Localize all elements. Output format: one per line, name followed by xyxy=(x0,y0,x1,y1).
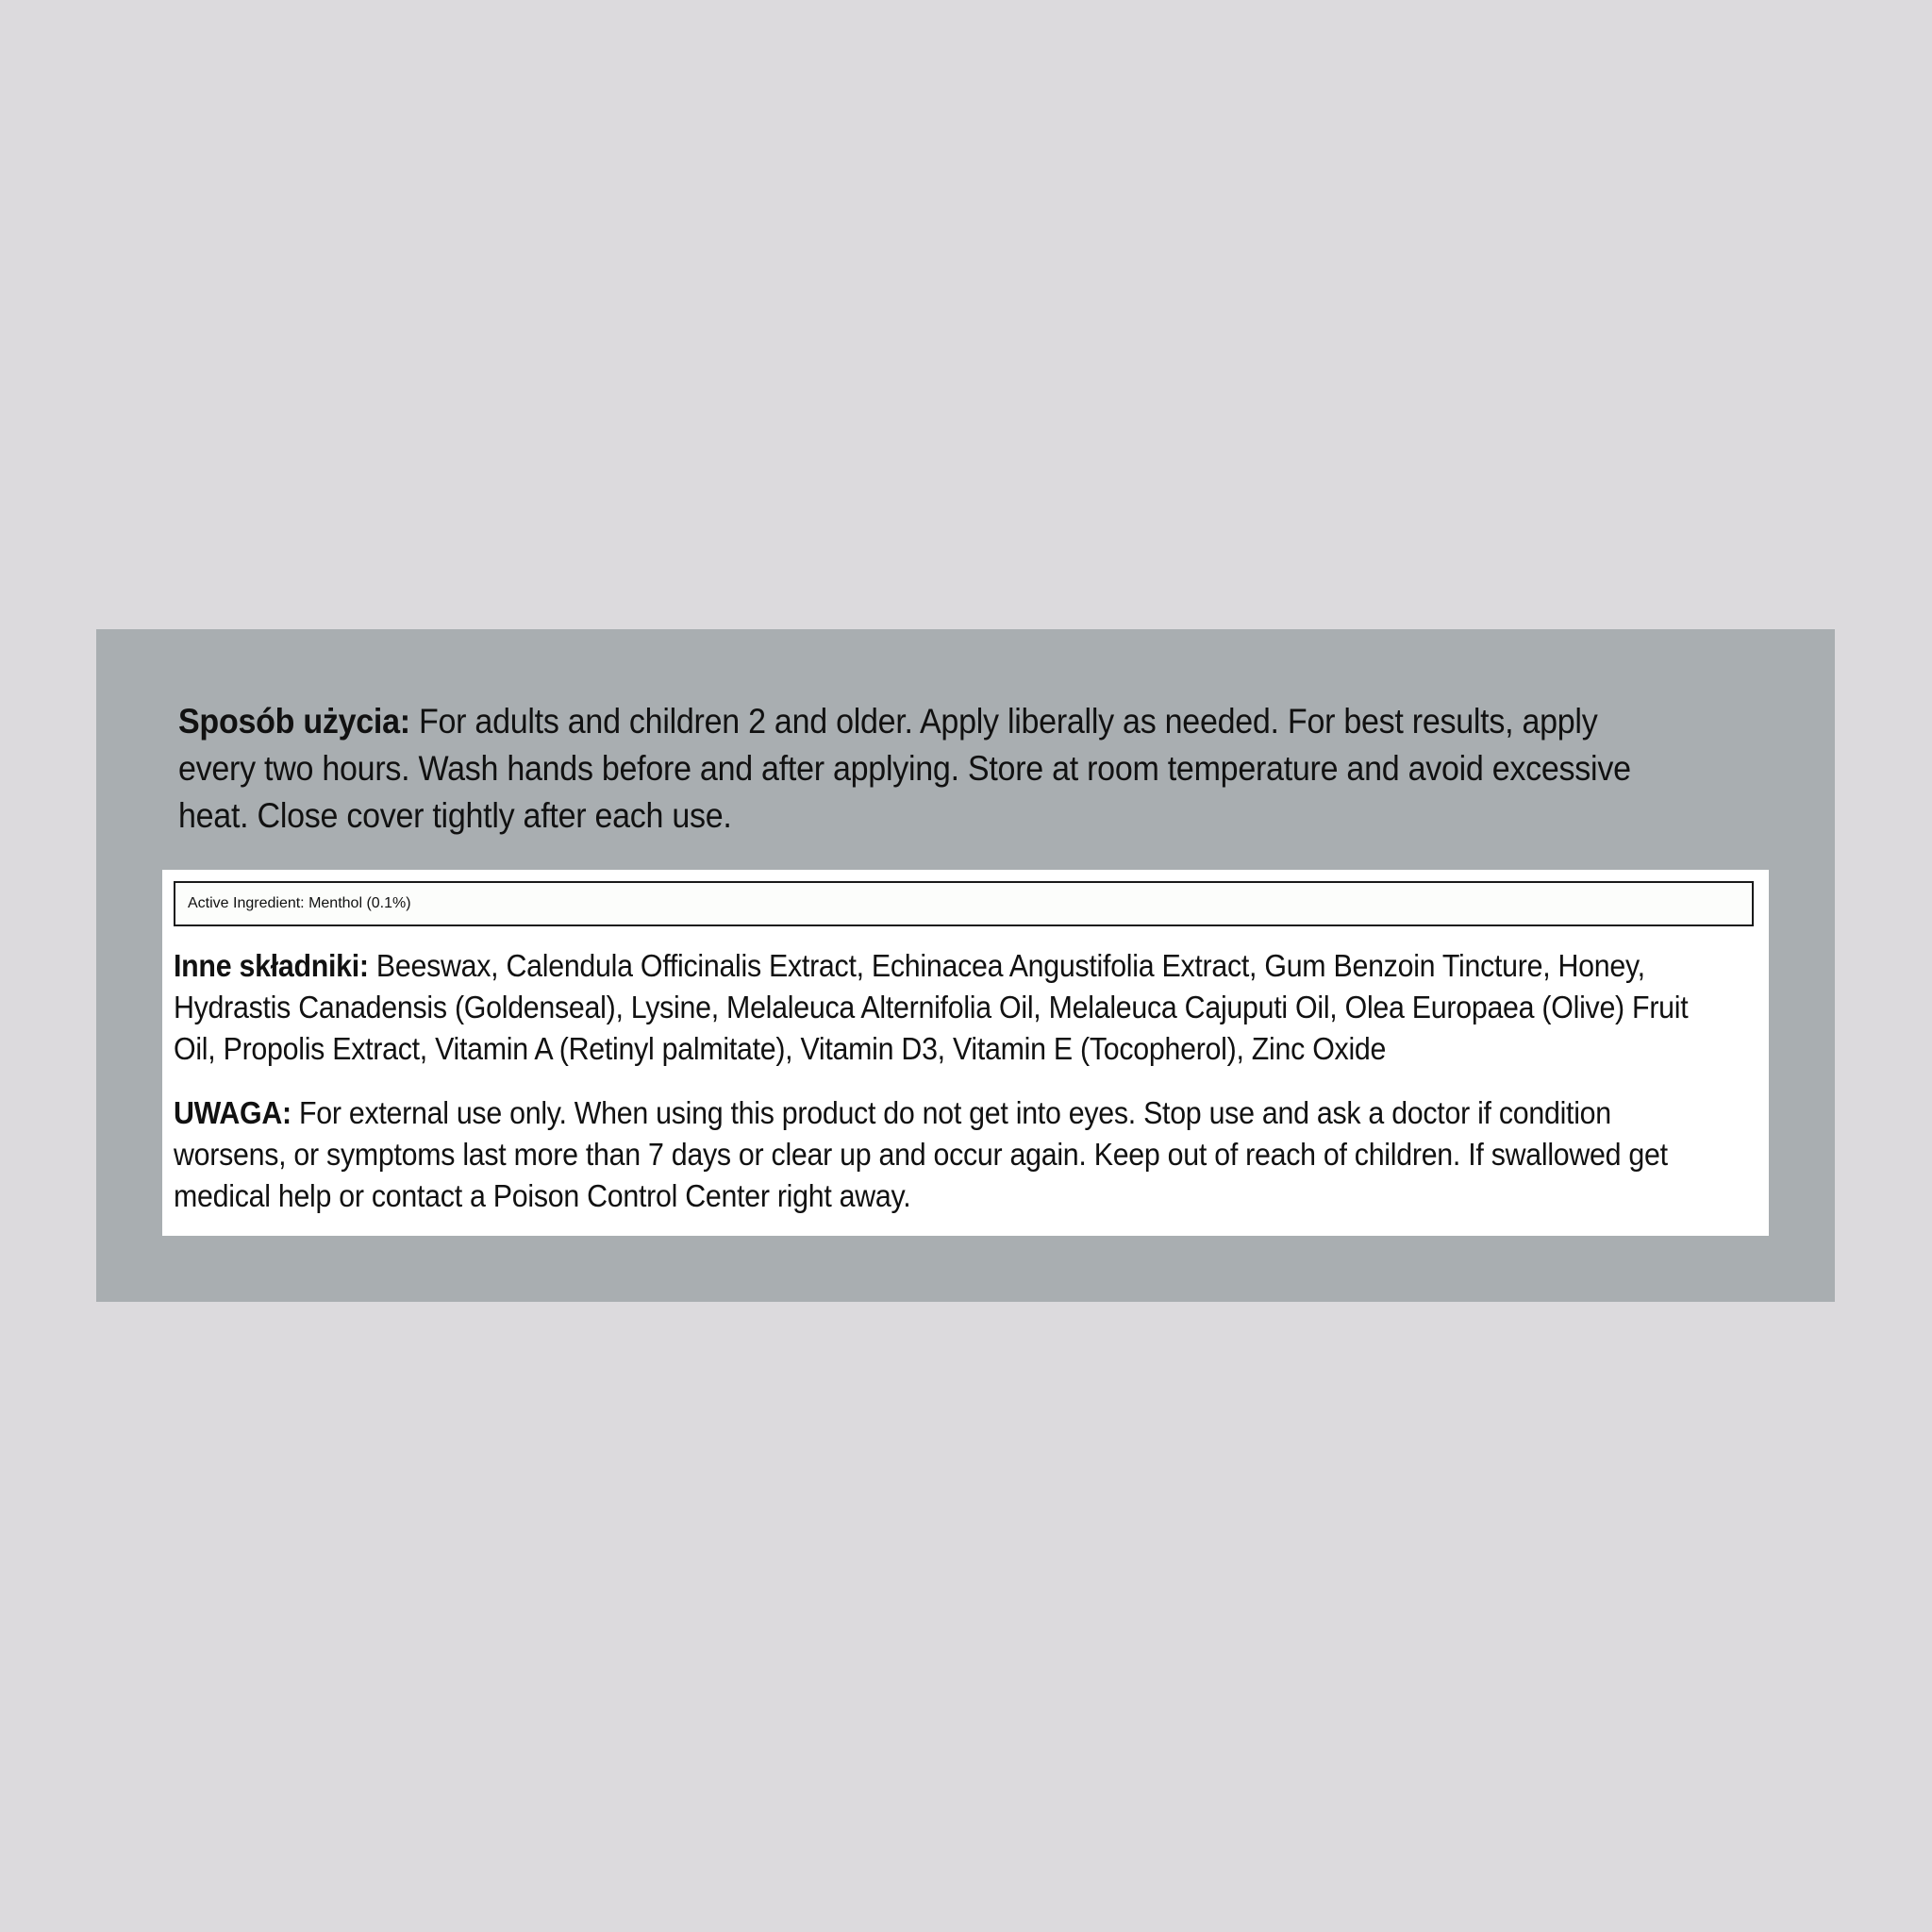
other-ingredients-label: Inne składniki: xyxy=(174,948,369,983)
ingredients-box xyxy=(162,870,1769,1236)
label-panel xyxy=(96,629,1835,1302)
directions-paragraph xyxy=(178,698,1671,840)
active-ingredient-box xyxy=(174,881,1754,926)
directions-label: Sposób użycia: xyxy=(178,702,410,741)
other-ingredients-paragraph xyxy=(174,945,1701,1070)
other-ingredients-text: Beeswax, Calendula Officinalis Extract, Echinacea Angustifolia Extract, Gum Benzoin Tincture, Honey, Hydrastis Canadensis (Goldenseal), Lysine, Melaleuca Alternifolia Oil, Melaleuca Cajuputi Oil, Olea Europaea (Olive) Fruit Oil, Propolis Extract, Vitamin A (Retinyl palmitate), Vitamin D3, Vitamin E (Tocopherol), Zinc Oxide xyxy=(174,948,1689,1066)
warning-text: For external use only. When using this product do not get into eyes. Stop use and ask a doctor if condition worsens, or symptoms last more than 7 days or clear up and occur again. Keep out of reach of children. If swallowed get medical help or contact a Poison Control Center right away. xyxy=(174,1095,1668,1213)
warning-label: UWAGA: xyxy=(174,1095,291,1130)
warning-paragraph xyxy=(174,1092,1701,1217)
directions-text: For adults and children 2 and older. Apply liberally as needed. For best results, apply every two hours. Wash hands before and after applying. Store at room temperature and avoid excessive heat. Close cover tightly after each use. xyxy=(178,702,1631,835)
active-ingredient-text: Active Ingredient: Menthol (0.1%) xyxy=(188,895,411,911)
